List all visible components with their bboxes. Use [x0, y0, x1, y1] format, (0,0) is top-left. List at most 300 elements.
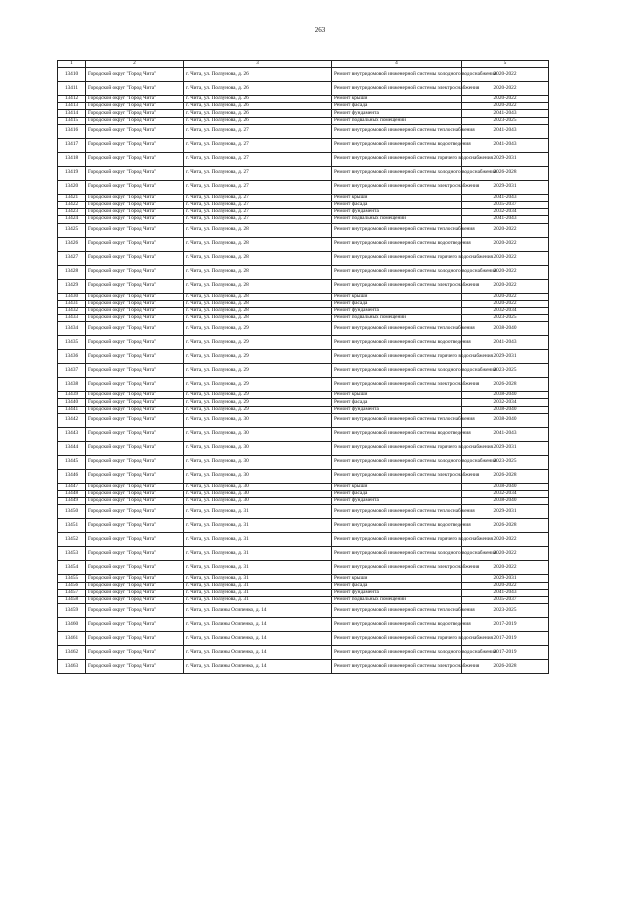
organization-cell: Городской округ "Город Чита" [86, 491, 184, 498]
table-row [58, 406, 549, 413]
row-number-cell: 13461 [58, 632, 86, 646]
organization-cell: Городской округ "Город Чита" [86, 201, 184, 208]
organization-cell: Городской округ "Город Чита" [86, 596, 184, 603]
address-cell: г. Чита, ул. Полины Осипенко, д. 14 [184, 604, 332, 618]
row-number-cell: 13443 [58, 427, 86, 441]
address-cell: г. Чита, ул. Ползунова, д. 29 [184, 350, 332, 364]
organization-cell: Городской округ "Город Чита" [86, 315, 184, 322]
address-cell: г. Чита, ул. Полины Осипенко, д. 14 [184, 618, 332, 632]
work-type-cell: Ремонт фасада [332, 300, 462, 307]
row-number-cell: 13413 [58, 103, 86, 110]
table-row [58, 519, 549, 533]
address-cell: г. Чита, ул. Ползунова, д. 30 [184, 498, 332, 505]
row-number-cell: 13441 [58, 406, 86, 413]
address-cell: г. Чита, ул. Ползунова, д. 27 [184, 152, 332, 166]
work-type-cell: Ремонт внутридомовой инженерной системы холодного водоснабжения [332, 68, 462, 82]
period-cell: 2020-2022 [462, 279, 549, 293]
organization-cell: Городской округ "Город Чита" [86, 547, 184, 561]
work-type-cell: Ремонт фасада [332, 201, 462, 208]
work-type-cell: Ремонт внутридомовой инженерной системы холодного водоснабжения [332, 265, 462, 279]
organization-cell: Городской округ "Город Чита" [86, 300, 184, 307]
address-cell: г. Чита, ул. Ползунова, д. 30 [184, 455, 332, 469]
row-number-cell: 13411 [58, 82, 86, 96]
address-cell: г. Чита, ул. Ползунова, д. 31 [184, 596, 332, 603]
organization-cell: Городской округ "Город Чита" [86, 575, 184, 582]
work-type-cell: Ремонт внутридомовой инженерной системы теплоснабжения [332, 505, 462, 519]
address-cell: г. Чита, ул. Ползунова, д. 30 [184, 469, 332, 483]
work-type-cell: Ремонт внутридомовой инженерной системы электроснабжения [332, 561, 462, 575]
period-cell: 2038-2040 [462, 498, 549, 505]
address-cell: г. Чита, ул. Ползунова, д. 31 [184, 582, 332, 589]
address-cell: г. Чита, ул. Ползунова, д. 26 [184, 110, 332, 117]
period-cell: 2020-2022 [462, 533, 549, 547]
work-type-cell: Ремонт внутридомовой инженерной системы электроснабжения [332, 82, 462, 96]
period-cell: 2029-2031 [462, 505, 549, 519]
organization-cell: Городской округ "Город Чита" [86, 406, 184, 413]
work-type-cell: Ремонт крыши [332, 483, 462, 490]
work-type-cell: Ремонт фундамента [332, 406, 462, 413]
organization-cell: Городской округ "Город Чита" [86, 166, 184, 180]
row-number-cell: 13447 [58, 483, 86, 490]
organization-cell: Городской округ "Город Чита" [86, 103, 184, 110]
row-number-cell: 13460 [58, 618, 86, 632]
address-cell: г. Чита, ул. Ползунова, д. 29 [184, 364, 332, 378]
row-number-cell: 13430 [58, 293, 86, 300]
table-row [58, 322, 549, 336]
work-type-cell: Ремонт крыши [332, 96, 462, 103]
period-cell: 2032-2034 [462, 399, 549, 406]
work-type-cell: Ремонт внутридомовой инженерной системы теплоснабжения [332, 604, 462, 618]
table-row [58, 575, 549, 582]
period-cell: 2017-2019 [462, 632, 549, 646]
organization-cell: Городской округ "Город Чита" [86, 399, 184, 406]
address-cell: г. Чита, ул. Ползунова, д. 31 [184, 589, 332, 596]
row-number-cell: 13423 [58, 209, 86, 216]
period-cell: 2020-2022 [462, 547, 549, 561]
organization-cell: Городской округ "Город Чита" [86, 660, 184, 674]
period-cell: 2026-2028 [462, 660, 549, 674]
work-type-cell: Ремонт внутридомовой инженерной системы водоотведения [332, 618, 462, 632]
address-cell: г. Чита, ул. Ползунова, д. 28 [184, 251, 332, 265]
table-row [58, 237, 549, 251]
period-cell: 2041-2043 [462, 427, 549, 441]
period-cell: 2035-2037 [462, 201, 549, 208]
organization-cell: Городской округ "Город Чита" [86, 68, 184, 82]
row-number-cell: 13412 [58, 96, 86, 103]
organization-cell: Городской округ "Город Чита" [86, 427, 184, 441]
work-type-cell: Ремонт фасада [332, 103, 462, 110]
address-cell: г. Чита, ул. Ползунова, д. 27 [184, 124, 332, 138]
address-cell: г. Чита, ул. Ползунова, д. 31 [184, 533, 332, 547]
organization-cell: Городской округ "Город Чита" [86, 441, 184, 455]
address-cell: г. Чита, ул. Полины Осипенко, д. 14 [184, 632, 332, 646]
work-type-cell: Ремонт внутридомовой инженерной системы водоотведения [332, 519, 462, 533]
address-cell: г. Чита, ул. Ползунова, д. 31 [184, 575, 332, 582]
period-cell: 2020-2022 [462, 582, 549, 589]
organization-cell: Городской округ "Город Чита" [86, 589, 184, 596]
row-number-cell: 13451 [58, 519, 86, 533]
address-cell: г. Чита, ул. Ползунова, д. 31 [184, 547, 332, 561]
work-type-cell: Ремонт внутридомовой инженерной системы теплоснабжения [332, 322, 462, 336]
work-type-cell: Ремонт крыши [332, 392, 462, 399]
table-row [58, 216, 549, 223]
row-number-cell: 13425 [58, 223, 86, 237]
work-type-cell: Ремонт внутридомовой инженерной системы горячего водоснабжения [332, 632, 462, 646]
period-cell: 2023-2025 [462, 117, 549, 124]
row-number-cell: 13434 [58, 322, 86, 336]
period-cell: 2020-2022 [462, 237, 549, 251]
period-cell: 2026-2028 [462, 166, 549, 180]
period-cell: 2020-2022 [462, 265, 549, 279]
organization-cell: Городской округ "Город Чита" [86, 293, 184, 300]
row-number-cell: 13410 [58, 68, 86, 82]
period-cell: 2032-2034 [462, 491, 549, 498]
address-cell: г. Чита, ул. Ползунова, д. 28 [184, 279, 332, 293]
work-type-cell: Ремонт крыши [332, 293, 462, 300]
period-cell: 2020-2022 [462, 561, 549, 575]
work-type-cell: Ремонт внутридомовой инженерной системы горячего водоснабжения [332, 533, 462, 547]
row-number-cell: 13431 [58, 300, 86, 307]
address-cell: г. Чита, ул. Ползунова, д. 26 [184, 68, 332, 82]
table-row [58, 547, 549, 561]
work-type-cell: Ремонт внутридомовой инженерной системы горячего водоснабжения [332, 441, 462, 455]
column-header: 2 [86, 61, 184, 68]
address-cell: г. Чита, ул. Ползунова, д. 30 [184, 483, 332, 490]
work-type-cell: Ремонт внутридомовой инженерной системы холодного водоснабжения [332, 646, 462, 660]
table-row [58, 441, 549, 455]
row-number-cell: 13414 [58, 110, 86, 117]
row-number-cell: 13427 [58, 251, 86, 265]
organization-cell: Городской округ "Город Чита" [86, 378, 184, 392]
period-cell: 2026-2028 [462, 519, 549, 533]
organization-cell: Городской округ "Город Чита" [86, 265, 184, 279]
address-cell: г. Чита, ул. Ползунова, д. 27 [184, 216, 332, 223]
period-cell: 2038-2040 [462, 483, 549, 490]
period-cell: 2032-2034 [462, 307, 549, 314]
organization-cell: Городской округ "Город Чита" [86, 533, 184, 547]
address-cell: г. Чита, ул. Ползунова, д. 29 [184, 378, 332, 392]
work-type-cell: Ремонт внутридомовой инженерной системы холодного водоснабжения [332, 166, 462, 180]
organization-cell: Городской округ "Город Чита" [86, 336, 184, 350]
table-row [58, 561, 549, 575]
table-row [58, 392, 549, 399]
organization-cell: Городской округ "Город Чита" [86, 632, 184, 646]
work-type-cell: Ремонт внутридомовой инженерной системы электроснабжения [332, 660, 462, 674]
table-row [58, 279, 549, 293]
table-row [58, 166, 549, 180]
organization-cell: Городской округ "Город Чита" [86, 110, 184, 117]
table-row [58, 427, 549, 441]
address-cell: г. Чита, ул. Ползунова, д. 31 [184, 519, 332, 533]
period-cell: 2041-2043 [462, 336, 549, 350]
address-cell: г. Чита, ул. Ползунова, д. 27 [184, 201, 332, 208]
address-cell: г. Чита, ул. Ползунова, д. 29 [184, 336, 332, 350]
organization-cell: Городской округ "Город Чита" [86, 364, 184, 378]
work-type-cell: Ремонт крыши [332, 194, 462, 201]
organization-cell: Городской округ "Город Чита" [86, 561, 184, 575]
row-number-cell: 13429 [58, 279, 86, 293]
row-number-cell: 13452 [58, 533, 86, 547]
work-type-cell: Ремонт внутридомовой инженерной системы холодного водоснабжения [332, 455, 462, 469]
table-row [58, 498, 549, 505]
period-cell: 2035-2037 [462, 596, 549, 603]
period-cell: 2029-2031 [462, 441, 549, 455]
table-row [58, 632, 549, 646]
table-row [58, 68, 549, 82]
address-cell: г. Чита, ул. Ползунова, д. 26 [184, 96, 332, 103]
table-row [58, 265, 549, 279]
period-cell: 2026-2028 [462, 378, 549, 392]
table-body [58, 61, 549, 674]
row-number-cell: 13445 [58, 455, 86, 469]
row-number-cell: 13426 [58, 237, 86, 251]
period-cell: 2017-2019 [462, 618, 549, 632]
row-number-cell: 13455 [58, 575, 86, 582]
organization-cell: Городской округ "Город Чита" [86, 223, 184, 237]
period-cell: 2020-2022 [462, 300, 549, 307]
row-number-cell: 13442 [58, 413, 86, 427]
address-cell: г. Чита, ул. Ползунова, д. 26 [184, 117, 332, 124]
period-cell: 2041-2043 [462, 110, 549, 117]
table-row [58, 124, 549, 138]
organization-cell: Городской округ "Город Чита" [86, 350, 184, 364]
work-type-cell: Ремонт подвальных помещений [332, 117, 462, 124]
row-number-cell: 13463 [58, 660, 86, 674]
work-type-cell: Ремонт внутридомовой инженерной системы теплоснабжения [332, 413, 462, 427]
address-cell: г. Чита, ул. Ползунова, д. 28 [184, 223, 332, 237]
table-row [58, 251, 549, 265]
organization-cell: Городской округ "Город Чита" [86, 152, 184, 166]
address-cell: г. Чита, ул. Ползунова, д. 26 [184, 82, 332, 96]
table-row [58, 315, 549, 322]
organization-cell: Городской округ "Город Чита" [86, 469, 184, 483]
period-cell: 2038-2040 [462, 392, 549, 399]
row-number-cell: 13456 [58, 582, 86, 589]
row-number-cell: 13420 [58, 180, 86, 194]
address-cell: г. Чита, ул. Ползунова, д. 27 [184, 166, 332, 180]
period-cell: 2023-2025 [462, 455, 549, 469]
address-cell: г. Чита, ул. Ползунова, д. 30 [184, 413, 332, 427]
address-cell: г. Чита, ул. Ползунова, д. 26 [184, 103, 332, 110]
work-type-cell: Ремонт внутридомовой инженерной системы электроснабжения [332, 279, 462, 293]
organization-cell: Городской округ "Город Чита" [86, 498, 184, 505]
column-header: 5 [462, 61, 549, 68]
work-type-cell: Ремонт фасада [332, 491, 462, 498]
table-row [58, 660, 549, 674]
period-cell: 2020-2022 [462, 103, 549, 110]
table-row [58, 138, 549, 152]
period-cell: 2020-2022 [462, 96, 549, 103]
address-cell: г. Чита, ул. Ползунова, д. 31 [184, 561, 332, 575]
table-row [58, 223, 549, 237]
address-cell: г. Чита, ул. Ползунова, д. 27 [184, 209, 332, 216]
table-row [58, 505, 549, 519]
row-number-cell: 13428 [58, 265, 86, 279]
table-row [58, 469, 549, 483]
row-number-cell: 13450 [58, 505, 86, 519]
organization-cell: Городской округ "Город Чита" [86, 251, 184, 265]
organization-cell: Городской округ "Город Чита" [86, 194, 184, 201]
work-type-cell: Ремонт внутридомовой инженерной системы горячего водоснабжения [332, 251, 462, 265]
row-number-cell: 13436 [58, 350, 86, 364]
capital-repair-table [57, 60, 549, 674]
row-number-cell: 13421 [58, 194, 86, 201]
period-cell: 2023-2025 [462, 604, 549, 618]
period-cell: 2038-2040 [462, 413, 549, 427]
row-number-cell: 13448 [58, 491, 86, 498]
period-cell: 2029-2031 [462, 350, 549, 364]
address-cell: г. Чита, ул. Полины Осипенко, д. 14 [184, 660, 332, 674]
period-cell: 2020-2022 [462, 68, 549, 82]
table-row [58, 364, 549, 378]
organization-cell: Городской округ "Город Чита" [86, 505, 184, 519]
address-cell: г. Чита, ул. Ползунова, д. 28 [184, 315, 332, 322]
table-header-row [58, 61, 549, 68]
work-type-cell: Ремонт внутридомовой инженерной системы электроснабжения [332, 378, 462, 392]
work-type-cell: Ремонт внутридомовой инженерной системы водоотведения [332, 336, 462, 350]
row-number-cell: 13438 [58, 378, 86, 392]
work-type-cell: Ремонт фундамента [332, 498, 462, 505]
work-type-cell: Ремонт внутридомовой инженерной системы электроснабжения [332, 180, 462, 194]
row-number-cell: 13457 [58, 589, 86, 596]
address-cell: г. Чита, ул. Ползунова, д. 27 [184, 194, 332, 201]
work-type-cell: Ремонт внутридомовой инженерной системы водоотведения [332, 138, 462, 152]
row-number-cell: 13437 [58, 364, 86, 378]
row-number-cell: 13424 [58, 216, 86, 223]
organization-cell: Городской округ "Город Чита" [86, 618, 184, 632]
row-number-cell: 13440 [58, 399, 86, 406]
organization-cell: Городской округ "Город Чита" [86, 180, 184, 194]
row-number-cell: 13417 [58, 138, 86, 152]
period-cell: 2041-2043 [462, 138, 549, 152]
row-number-cell: 13416 [58, 124, 86, 138]
period-cell: 2017-2019 [462, 646, 549, 660]
work-type-cell: Ремонт фасада [332, 582, 462, 589]
table-row [58, 455, 549, 469]
work-type-cell: Ремонт фасада [332, 399, 462, 406]
organization-cell: Городской округ "Город Чита" [86, 392, 184, 399]
work-type-cell: Ремонт внутридомовой инженерной системы горячего водоснабжения [332, 152, 462, 166]
period-cell: 2041-2043 [462, 124, 549, 138]
row-number-cell: 13419 [58, 166, 86, 180]
period-cell: 2032-2034 [462, 209, 549, 216]
work-type-cell: Ремонт крыши [332, 575, 462, 582]
organization-cell: Городской округ "Город Чита" [86, 604, 184, 618]
work-type-cell: Ремонт фундамента [332, 307, 462, 314]
period-cell: 2029-2031 [462, 152, 549, 166]
page-number: 263 [314, 26, 326, 34]
address-cell: г. Чита, ул. Ползунова, д. 29 [184, 399, 332, 406]
table-row [58, 350, 549, 364]
organization-cell: Городской округ "Город Чита" [86, 237, 184, 251]
work-type-cell: Ремонт внутридомовой инженерной системы горячего водоснабжения [332, 350, 462, 364]
organization-cell: Городской округ "Город Чита" [86, 216, 184, 223]
organization-cell: Городской округ "Город Чита" [86, 209, 184, 216]
organization-cell: Городской округ "Город Чита" [86, 82, 184, 96]
organization-cell: Городской округ "Город Чита" [86, 483, 184, 490]
work-type-cell: Ремонт внутридомовой инженерной системы холодного водоснабжения [332, 364, 462, 378]
organization-cell: Городской округ "Город Чита" [86, 646, 184, 660]
work-type-cell: Ремонт внутридомовой инженерной системы водоотведения [332, 427, 462, 441]
column-header: 4 [332, 61, 462, 68]
table-row [58, 533, 549, 547]
table-row [58, 110, 549, 117]
row-number-cell: 13418 [58, 152, 86, 166]
address-cell: г. Чита, ул. Ползунова, д. 28 [184, 293, 332, 300]
address-cell: г. Чита, ул. Ползунова, д. 29 [184, 392, 332, 399]
row-number-cell: 13444 [58, 441, 86, 455]
address-cell: г. Чита, ул. Ползунова, д. 30 [184, 441, 332, 455]
organization-cell: Городской округ "Город Чита" [86, 96, 184, 103]
work-type-cell: Ремонт фундамента [332, 209, 462, 216]
work-type-cell: Ремонт внутридомовой инженерной системы теплоснабжения [332, 124, 462, 138]
period-cell: 2023-2025 [462, 315, 549, 322]
row-number-cell: 13458 [58, 596, 86, 603]
organization-cell: Городской округ "Город Чита" [86, 279, 184, 293]
address-cell: г. Чита, ул. Ползунова, д. 28 [184, 307, 332, 314]
row-number-cell: 13422 [58, 201, 86, 208]
period-cell: 2041-2043 [462, 216, 549, 223]
column-header: 1 [58, 61, 86, 68]
row-number-cell: 13439 [58, 392, 86, 399]
address-cell: г. Чита, ул. Ползунова, д. 27 [184, 138, 332, 152]
table-row [58, 180, 549, 194]
table-row [58, 117, 549, 124]
period-cell: 2026-2028 [462, 469, 549, 483]
row-number-cell: 13432 [58, 307, 86, 314]
period-cell: 2020-2022 [462, 223, 549, 237]
period-cell: 2041-2043 [462, 194, 549, 201]
organization-cell: Городской округ "Город Чита" [86, 519, 184, 533]
address-cell: г. Чита, ул. Полины Осипенко, д. 14 [184, 646, 332, 660]
address-cell: г. Чита, ул. Ползунова, д. 29 [184, 406, 332, 413]
table-row [58, 152, 549, 166]
row-number-cell: 13454 [58, 561, 86, 575]
table-row [58, 82, 549, 96]
address-cell: г. Чита, ул. Ползунова, д. 31 [184, 505, 332, 519]
row-number-cell: 13415 [58, 117, 86, 124]
period-cell: 2023-2025 [462, 364, 549, 378]
work-type-cell: Ремонт внутридомовой инженерной системы теплоснабжения [332, 223, 462, 237]
table-row [58, 103, 549, 110]
organization-cell: Городской округ "Город Чита" [86, 117, 184, 124]
period-cell: 2029-2031 [462, 180, 549, 194]
table-row [58, 378, 549, 392]
period-cell: 2029-2031 [462, 575, 549, 582]
row-number-cell: 13449 [58, 498, 86, 505]
organization-cell: Городской округ "Город Чита" [86, 124, 184, 138]
work-type-cell: Ремонт фундамента [332, 589, 462, 596]
row-number-cell: 13459 [58, 604, 86, 618]
period-cell: 2020-2022 [462, 293, 549, 300]
period-cell: 2038-2040 [462, 322, 549, 336]
address-cell: г. Чита, ул. Ползунова, д. 28 [184, 300, 332, 307]
work-type-cell: Ремонт внутридомовой инженерной системы электроснабжения [332, 469, 462, 483]
work-type-cell: Ремонт подвальных помещений [332, 216, 462, 223]
row-number-cell: 13453 [58, 547, 86, 561]
organization-cell: Городской округ "Город Чита" [86, 138, 184, 152]
work-type-cell: Ремонт внутридомовой инженерной системы холодного водоснабжения [332, 547, 462, 561]
table-row [58, 413, 549, 427]
row-number-cell: 13446 [58, 469, 86, 483]
address-cell: г. Чита, ул. Ползунова, д. 28 [184, 265, 332, 279]
address-cell: г. Чита, ул. Ползунова, д. 30 [184, 427, 332, 441]
organization-cell: Городской округ "Город Чита" [86, 307, 184, 314]
table-row [58, 596, 549, 603]
work-type-cell: Ремонт внутридомовой инженерной системы водоотведения [332, 237, 462, 251]
row-number-cell: 13435 [58, 336, 86, 350]
address-cell: г. Чита, ул. Ползунова, д. 29 [184, 322, 332, 336]
